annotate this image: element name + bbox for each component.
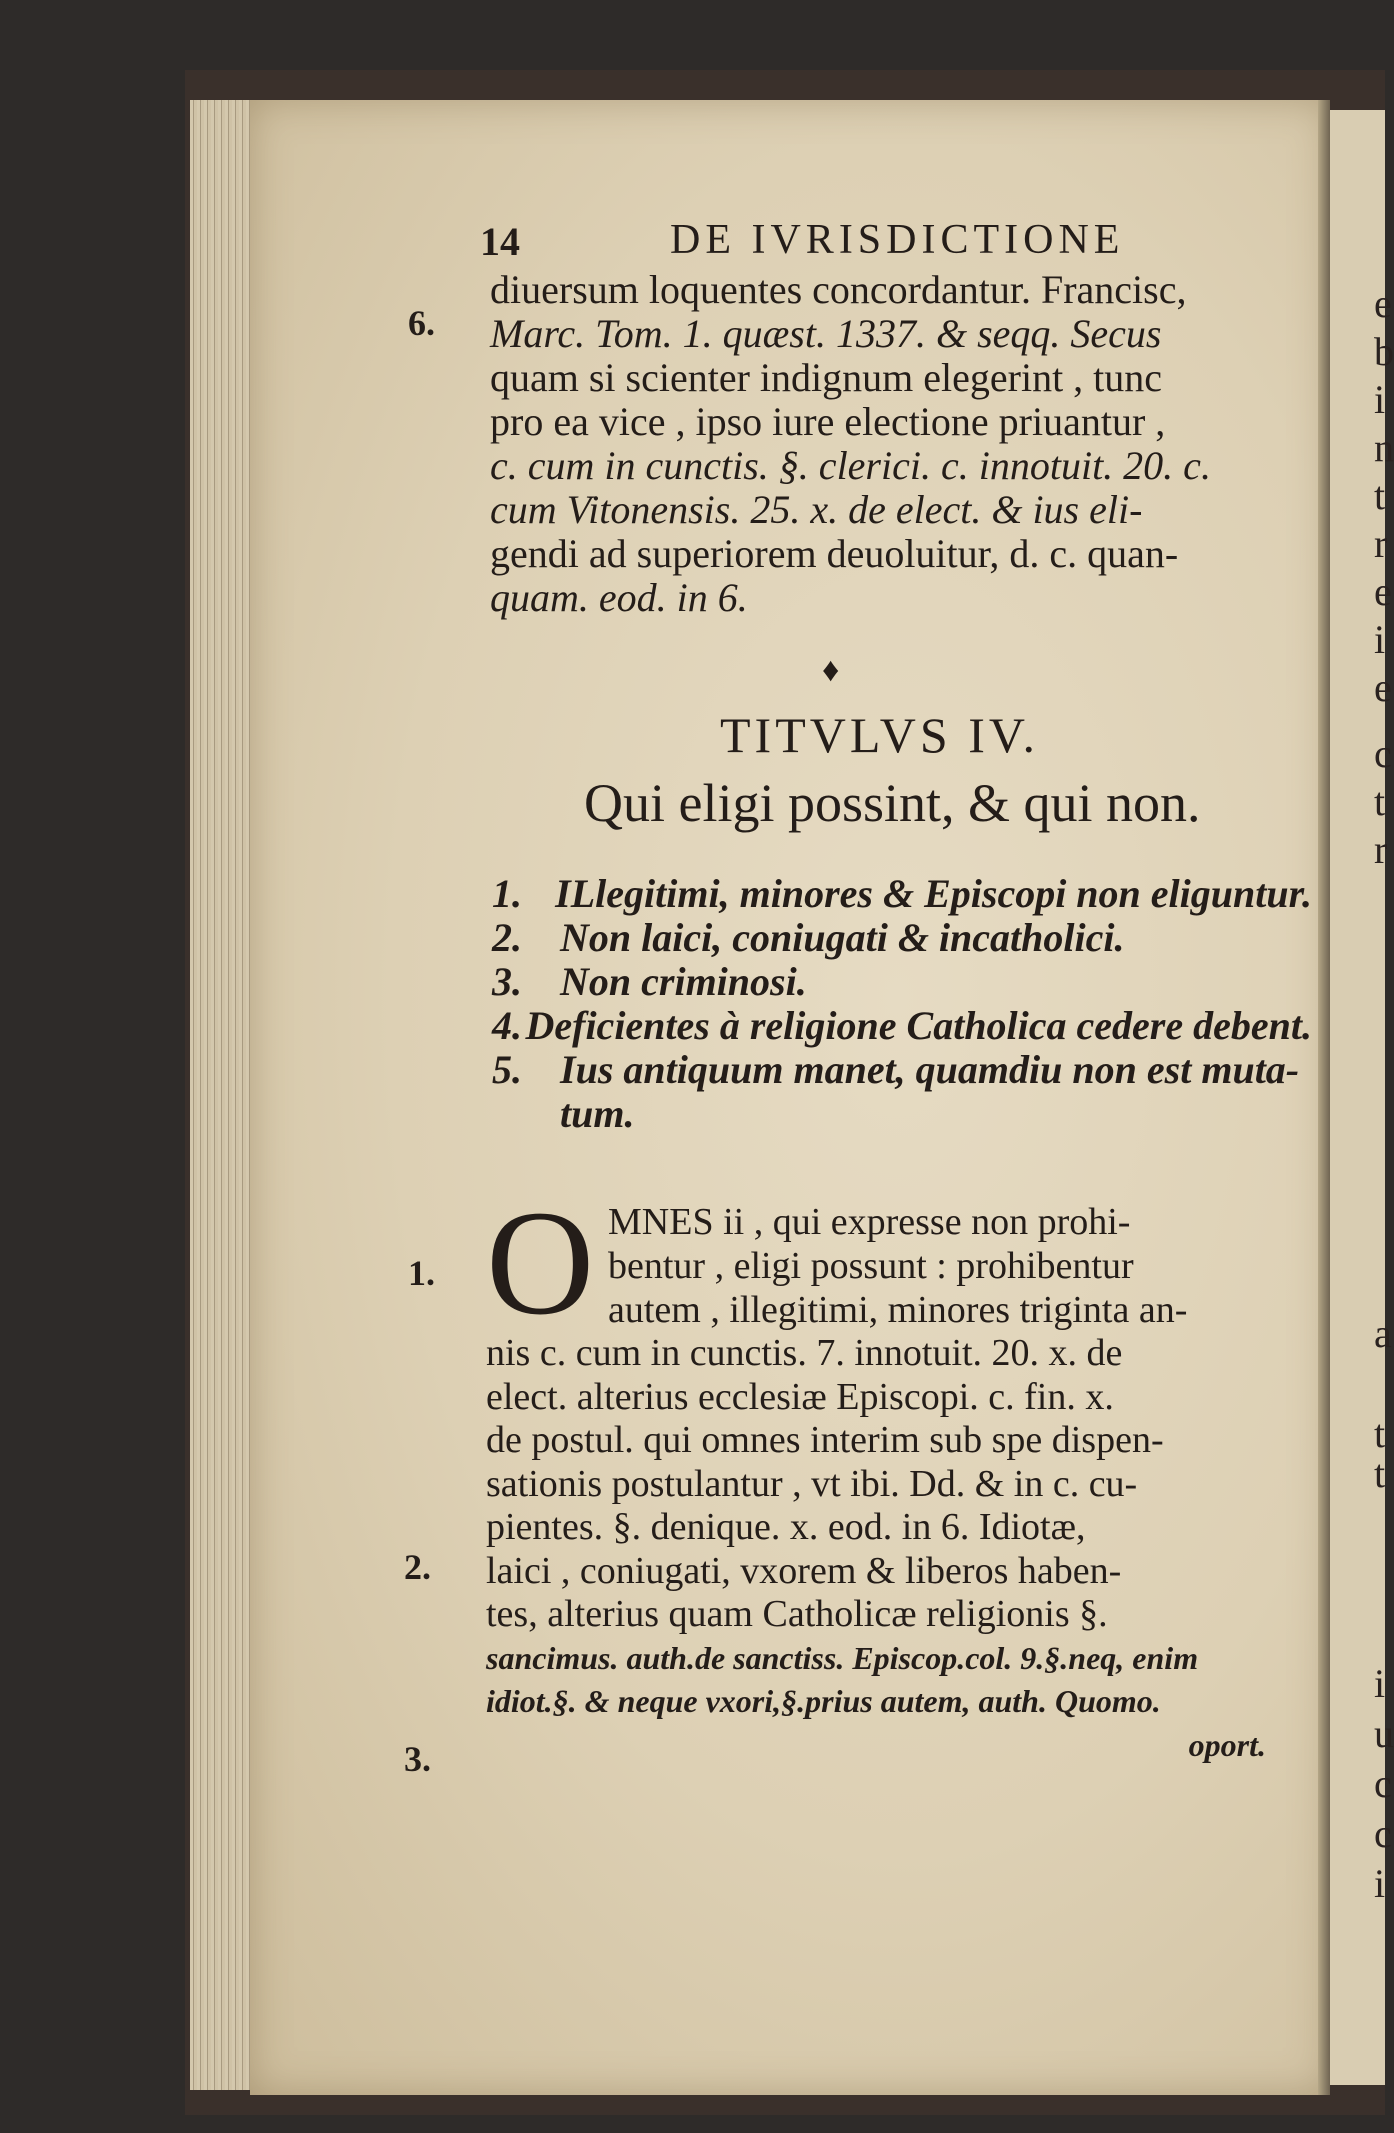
text-line: sancimus. auth.de sanctiss. Episcop.col. 9.§.neq, enim (486, 1639, 1199, 1676)
facing-letter: r (1374, 827, 1388, 872)
facing-letter: t (1374, 1451, 1386, 1496)
page-number: 14 (480, 219, 520, 264)
summary-item (492, 960, 1312, 1004)
margin-number: 1. (408, 1253, 435, 1293)
text-line: bentur , eligi possunt : prohibentur (608, 1245, 1134, 1287)
text-line: elect. alterius ecclesiæ Episcopi. c. fin. x. (486, 1375, 1114, 1418)
facing-letter: e (1374, 281, 1392, 326)
book-gutter (1318, 100, 1330, 2095)
summary-text: ILlegitimi, minores & Episcopi non eliguntur. (555, 871, 1312, 916)
titulus-subheading: Qui eligi possint, & qui non. (584, 773, 1201, 833)
text-line: laici , coniugati, vxorem & liberos haben- (486, 1549, 1122, 1592)
text-line: gendi ad superiorem deuoluitur, d. c. quan- (490, 531, 1179, 576)
text-line: diuersum loquentes concordantur. Francisc, (490, 267, 1187, 312)
summary-number: 2. (492, 915, 522, 960)
body-text (486, 1332, 1306, 1767)
text-line: idiot.§. & neque vxori,§.prius autem, auth. Quomo. (486, 1683, 1161, 1719)
facing-letter: t (1374, 1411, 1386, 1456)
margin-number: 2. (404, 1547, 431, 1587)
text-line: pientes. §. denique. x. eod. in 6. Idiotæ, (486, 1506, 1086, 1548)
titulus-heading: TITVLVS IV. (720, 707, 1040, 763)
text-line: sationis postulantur , vt ibi. Dd. & in c. cu- (486, 1462, 1138, 1505)
text-line: nis c. cum in cunctis. 7. innotuit. 20. x. de (486, 1332, 1123, 1374)
summary-list (492, 872, 1312, 1136)
facing-letter: a (1374, 1311, 1392, 1356)
summary-item (492, 1048, 1312, 1092)
summary-item (492, 916, 1312, 960)
running-title: DE IVRISDICTIONE (670, 217, 1125, 263)
text-line: oport. (1188, 1726, 1266, 1763)
summary-number: 5. (492, 1047, 522, 1092)
summary-number: 1. (492, 871, 522, 916)
facing-letter: i (1374, 617, 1386, 662)
facing-letter: i (1374, 1661, 1386, 1706)
ornament-icon: ♦ (822, 652, 840, 689)
summary-item (492, 872, 1312, 916)
margin-number: 6. (408, 303, 435, 343)
facing-letter: c (1374, 1811, 1392, 1856)
margin-number: 3. (404, 1739, 431, 1779)
facing-letter: i (1374, 1861, 1386, 1906)
summary-text: Deficientes à religione Catholica cedere debent. (525, 1003, 1312, 1048)
summary-text: Non criminosi. (560, 959, 807, 1004)
summary-text: Non laici, coniugati & incatholici. (560, 915, 1125, 960)
text-line: tes, alterius quam Catholicæ religionis §. (486, 1593, 1108, 1635)
facing-page (1330, 110, 1394, 2085)
summary-number: 4. (492, 1003, 522, 1048)
facing-letter: e (1374, 569, 1392, 614)
summary-item (492, 1092, 1312, 1136)
summary-text: tum. (560, 1091, 635, 1136)
facing-letter: c (1374, 1761, 1392, 1806)
text-line: pro ea vice , ipso iure electione priuantur , (490, 399, 1166, 444)
facing-letter: b (1374, 329, 1394, 374)
text-line: quam. eod. in 6. (490, 575, 748, 620)
top-paragraph (490, 268, 1290, 620)
text-line: Marc. Tom. 1. quæst. 1337. & seqq. Secus (490, 311, 1162, 356)
facing-letter: u (1374, 1711, 1394, 1756)
text-line: c. cum in cunctis. §. clerici. c. innotuit. 20. c. (490, 443, 1211, 488)
facing-letter: t (1374, 473, 1386, 518)
summary-number (492, 1092, 560, 1136)
facing-letter: e (1374, 665, 1392, 710)
facing-letter: n (1374, 425, 1394, 470)
text-line: autem , illegitimi, minores triginta an- (608, 1289, 1188, 1331)
text-line: cum Vitonensis. 25. x. de elect. & ius eli- (490, 487, 1143, 532)
summary-number: 3. (492, 959, 522, 1004)
text-line: de postul. qui omnes interim sub spe dispen- (486, 1419, 1164, 1461)
body-text-indented (608, 1200, 1187, 1332)
facing-letter: c (1374, 731, 1392, 776)
facing-letter: r (1374, 521, 1388, 566)
summary-text: Ius antiquum manet, quamdiu non est muta- (560, 1047, 1300, 1092)
text-line: quam si scienter indignum elegerint , tunc (490, 355, 1163, 400)
summary-item (492, 1004, 1312, 1048)
text-line: MNES ii , qui expresse non prohi- (608, 1201, 1131, 1243)
drop-cap: O (486, 1180, 595, 1346)
facing-letter: t (1374, 779, 1386, 824)
facing-letter: i (1374, 377, 1386, 422)
